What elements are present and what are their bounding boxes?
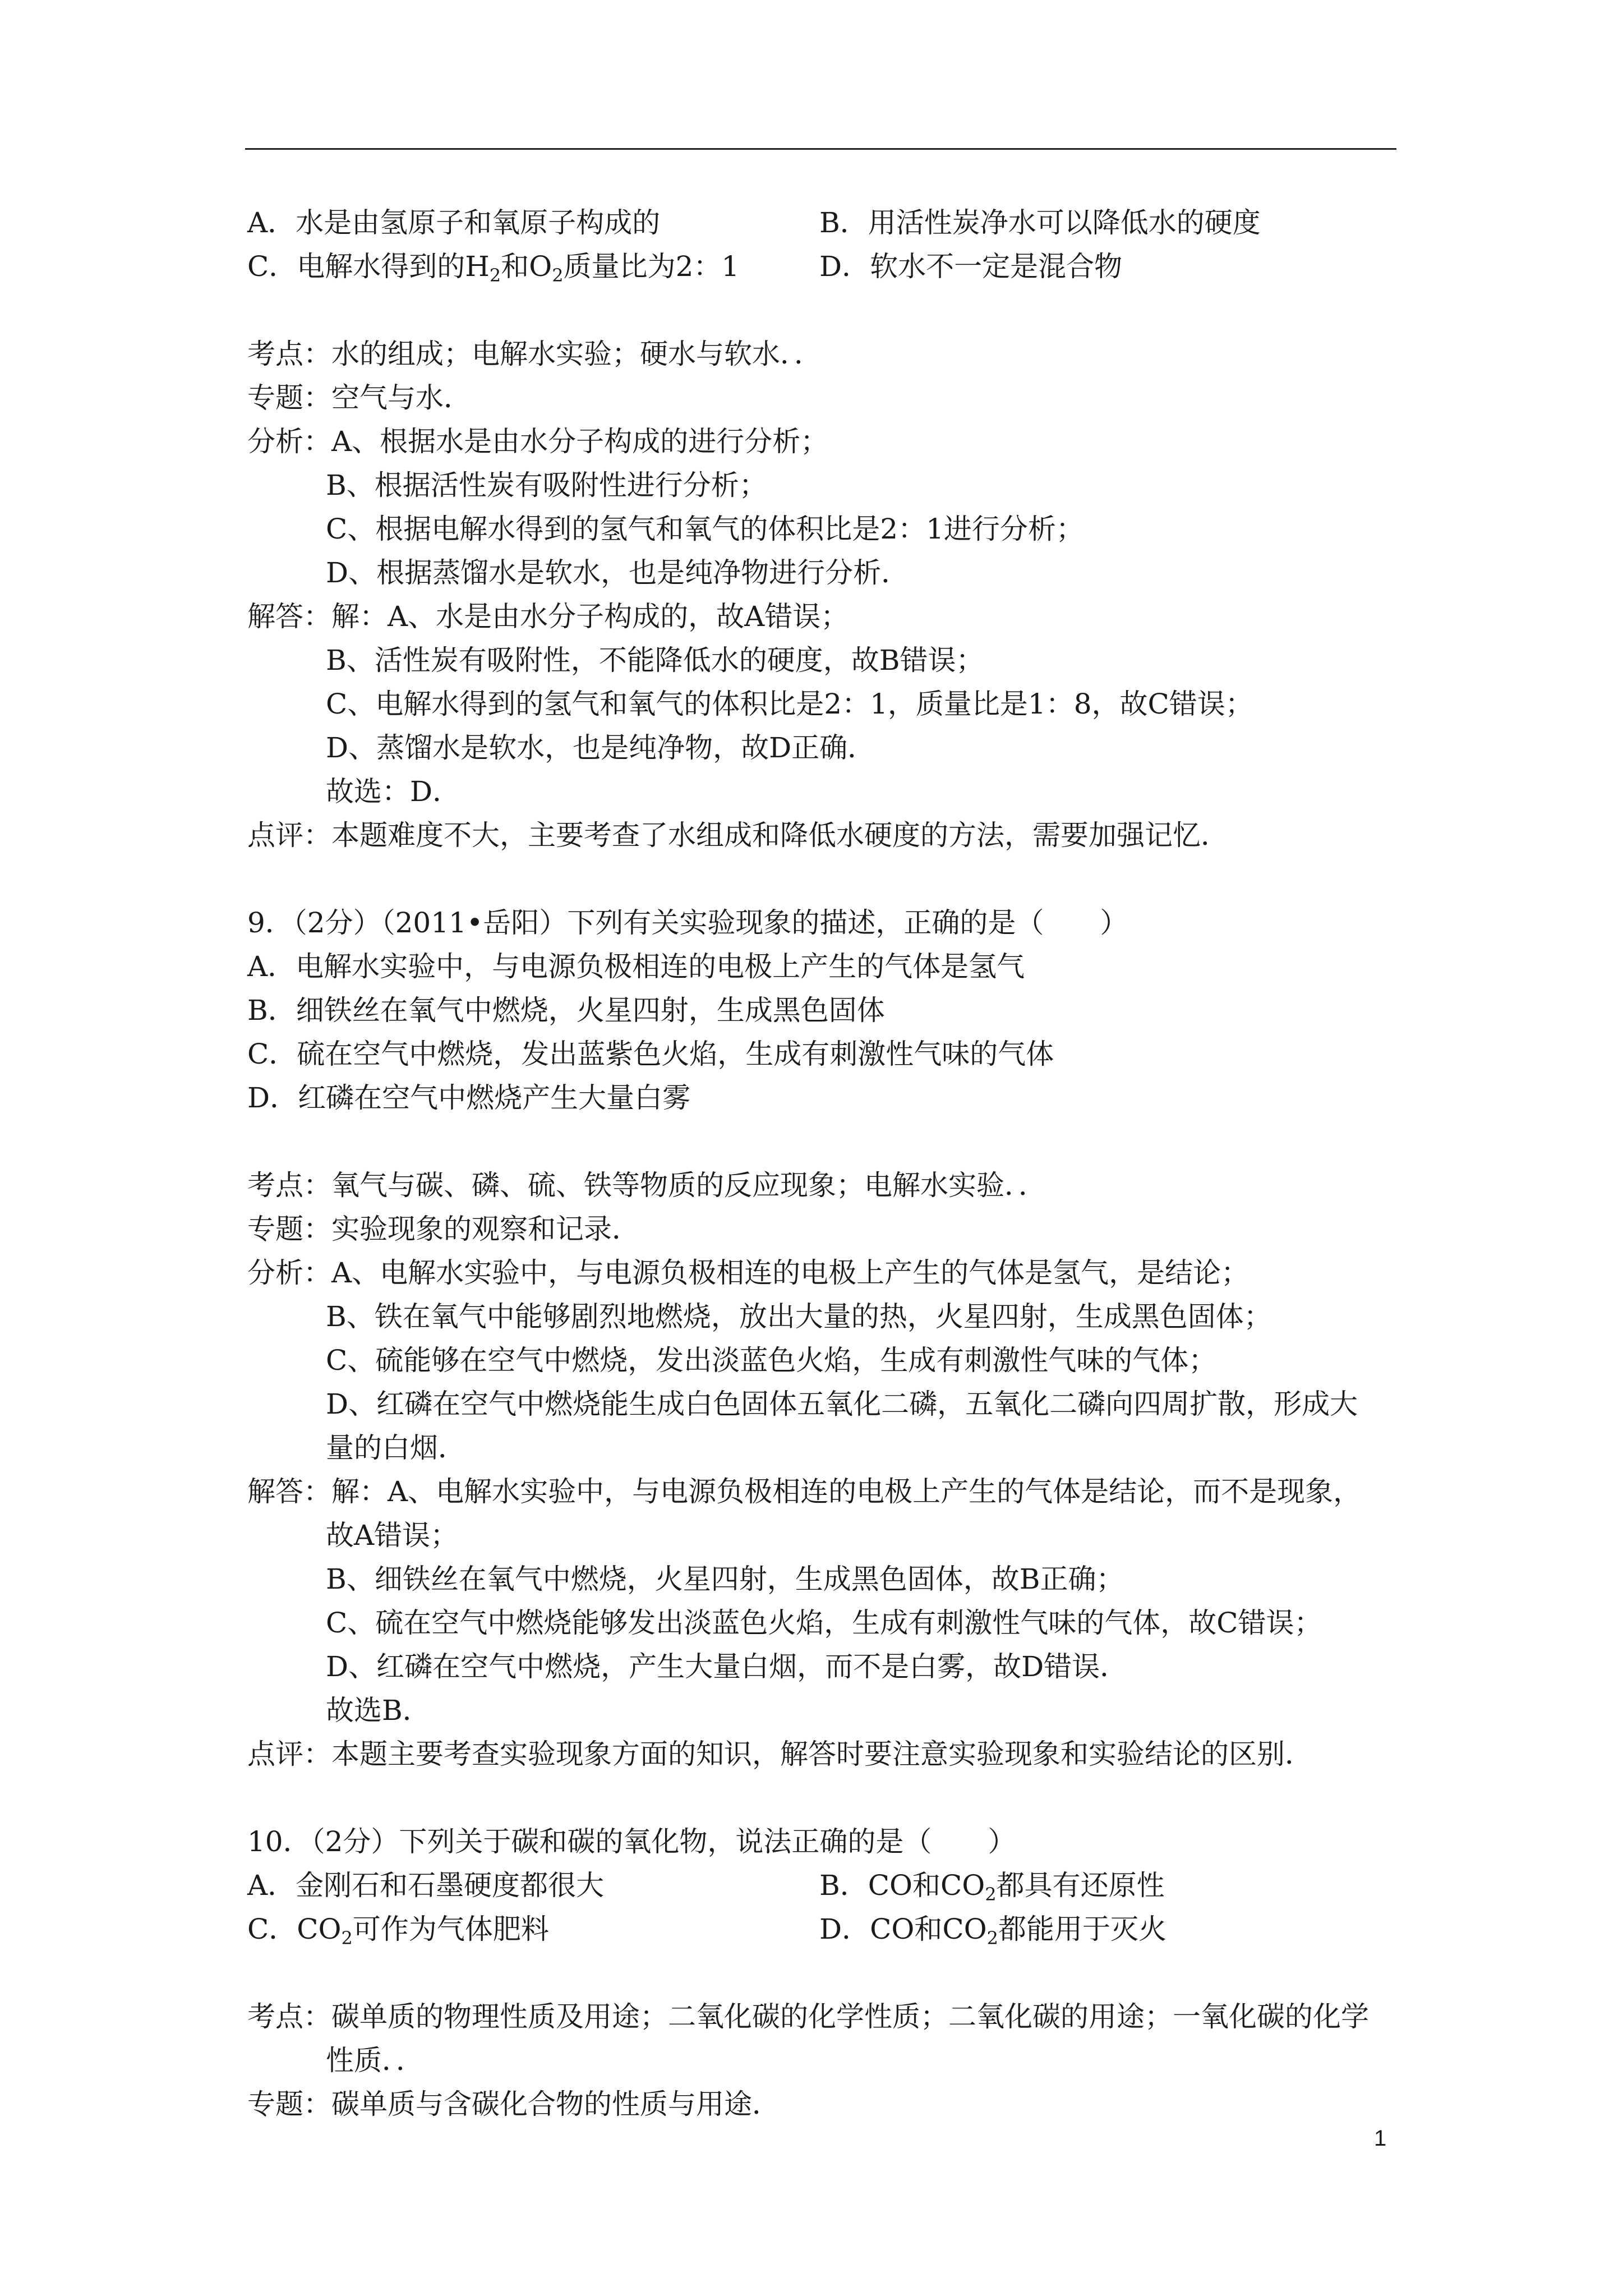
q10-option-b: B．CO和$CO_2$都具有还原性 (819, 1869, 1165, 1905)
q10-kaodian-line: 性质．． (326, 2044, 424, 2077)
q9-jieda-line: 故A错误； (326, 1519, 459, 1552)
document-body (247, 201, 1403, 2126)
q8-fenxi-line: B、根据活性炭有吸附性进行分析； (326, 469, 767, 501)
q8-option-c: C．电解水得到的$H_2$和$O_2$质量比为2：1 (247, 250, 740, 286)
q9-option: A．电解水实验中，与电源负极相连的电极上产生的气体是氢气 (247, 950, 1025, 983)
q9-jieda-line: 解答：解：A、电解水实验中，与电源负极相连的电极上产生的气体是结论，而不是现象， (247, 1475, 1362, 1508)
q9-fenxi-line: B、铁在氧气中能够剧烈地燃烧，放出大量的热，火星四射，生成黑色固体； (326, 1300, 1272, 1333)
q9-fenxi-line: D、红磷在空气中燃烧能生成白色固体五氧化二磷，五氧化二磷向四周扩散，形成大 (326, 1388, 1358, 1420)
q8-jieda-line: 故选：D． (326, 775, 461, 808)
q8-fenxi-line: C、根据电解水得到的氢气和氧气的体积比是2：1进行分析； (326, 513, 1084, 545)
q8-jieda-line: C、电解水得到的氢气和氧气的体积比是2：1，质量比是1：8，故C错误； (326, 688, 1253, 720)
q8-options-row-1 (247, 201, 1403, 245)
q8-kaodian: 考点：水的组成；电解水实验；硬水与软水．． (247, 338, 822, 370)
q10-kaodian-line: 考点：碳单质的物理性质及用途；二氧化碳的化学性质；二氧化碳的用途；一氧化碳的化学 (247, 2000, 1369, 2033)
q8-options-row-2 (247, 245, 1403, 288)
q10-option-d: D．CO和$CO_2$都能用于灭火 (819, 1913, 1166, 1949)
q9-zhuanti: 专题：实验现象的观察和记录． (247, 1213, 640, 1245)
q9-fenxi-line: C、硫能够在空气中燃烧，发出淡蓝色火焰，生成有刺激性气味的气体； (326, 1344, 1217, 1377)
q10-options-row-1 (247, 1864, 1403, 1907)
q9-jieda-line: B、细铁丝在氧气中燃烧，火星四射，生成黑色固体，故B正确； (326, 1563, 1124, 1595)
q8-jieda-line: D、蒸馏水是软水，也是纯净物，故D正确． (326, 731, 876, 764)
q9-option: C．硫在空气中燃烧，发出蓝紫色火焰，生成有刺激性气味的气体 (247, 1038, 1054, 1070)
q8-option-d: D．软水不一定是混合物 (819, 250, 1123, 283)
q9-option: D．红磷在空气中燃烧产生大量白雾 (247, 1082, 691, 1114)
q9-fenxi-line: 量的白烟． (326, 1432, 466, 1464)
q8-fenxi-line: 分析：A、根据水是由水分子构成的进行分析； (247, 425, 829, 458)
q10-option-a: A．金刚石和石墨硬度都很大 (247, 1869, 605, 1902)
q9-jieda-line: C、硫在空气中燃烧能够发出淡蓝色火焰，生成有刺激性气味的气体，故C错误； (326, 1607, 1322, 1639)
q9-dianping: 点评：本题主要考查实验现象方面的知识，解答时要注意实验现象和实验结论的区别． (247, 1738, 1313, 1770)
q10-options-row-2 (247, 1907, 1403, 1951)
q9-fenxi-line: 分析：A、电解水实验中，与电源负极相连的电极上产生的气体是氢气，是结论； (247, 1257, 1249, 1289)
q8-jieda-line: B、活性炭有吸附性，不能降低水的硬度，故B错误； (326, 644, 984, 677)
q8-option-b: B．用活性炭净水可以降低水的硬度 (819, 206, 1261, 239)
q8-jieda-line: 解答：解：A、水是由水分子构成的，故A错误； (247, 600, 849, 633)
q8-option-a: A．水是由氢原子和氧原子构成的 (247, 206, 661, 239)
page-number: 1 (1374, 2126, 1387, 2151)
q9-kaodian: 考点：氧气与碳、磷、硫、铁等物质的反应现象；电解水实验．． (247, 1169, 1046, 1202)
q10-zhuanti: 专题：碳单质与含碳化合物的性质与用途． (247, 2088, 780, 2120)
q8-fenxi-line: D、根据蒸馏水是软水，也是纯净物进行分析． (326, 556, 910, 589)
q9-option: B．细铁丝在氧气中燃烧，火星四射，生成黑色固体 (247, 994, 885, 1027)
q10-option-c: C．$CO_2$可作为气体肥料 (247, 1913, 549, 1949)
q9-stem: 9．（2分）（2011•岳阳）下列有关实验现象的描述，正确的是（ ） (247, 907, 1128, 939)
q9-jieda-line: D、红磷在空气中燃烧，产生大量白烟，而不是白雾，故D错误． (326, 1650, 1128, 1683)
q8-dianping: 点评：本题难度不大，主要考查了水组成和降低水硬度的方法，需要加强记忆． (247, 819, 1229, 852)
q9-jieda-line: 故选B． (326, 1694, 431, 1727)
q10-stem: 10．（2分）下列关于碳和碳的氧化物，说法正确的是（ ） (247, 1825, 1016, 1858)
header-rule (245, 148, 1396, 150)
q8-zhuanti: 专题：空气与水． (247, 381, 472, 414)
